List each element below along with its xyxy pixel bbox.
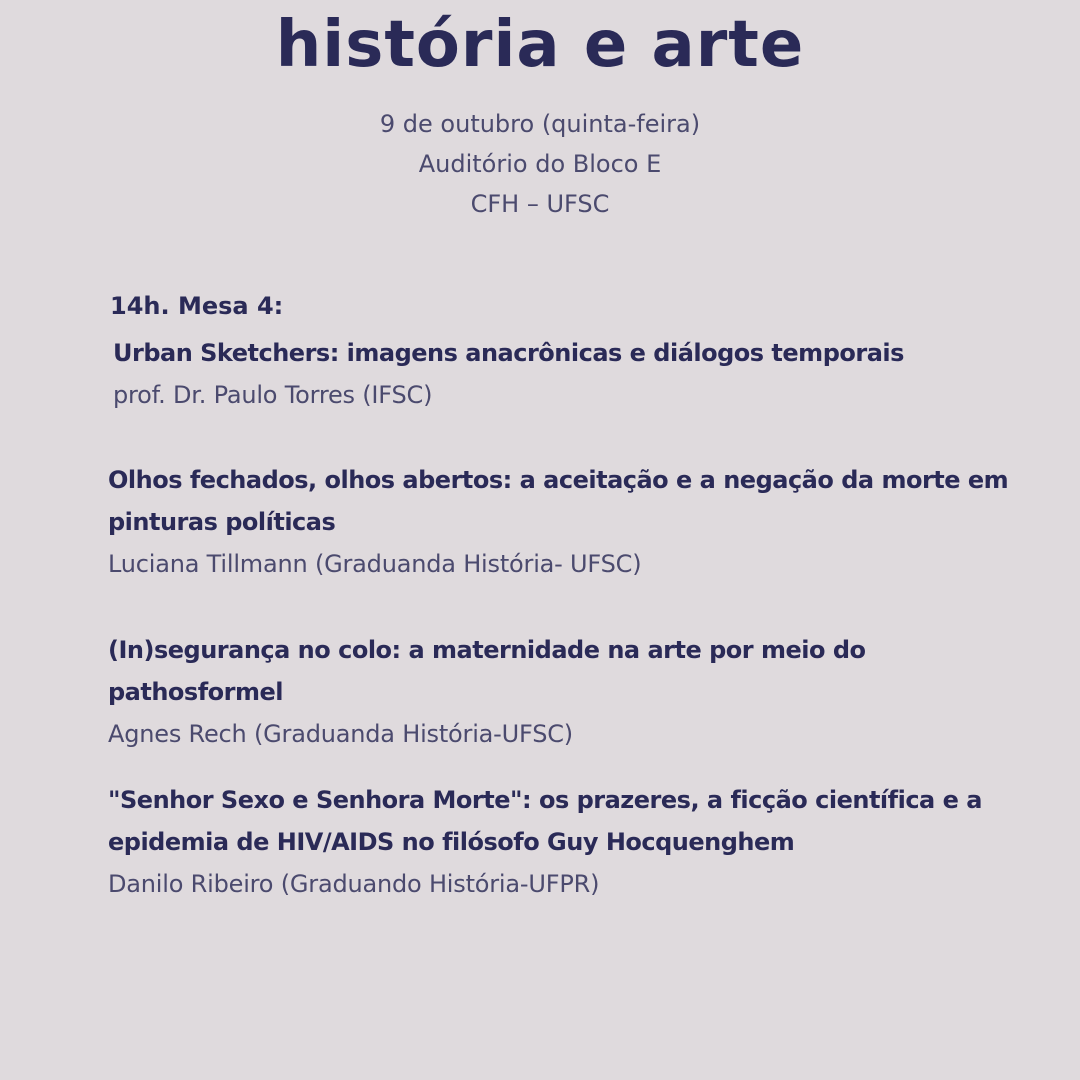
event-info: [0, 104, 1080, 224]
talk-title: "Senhor Sexo e Senhora Morte": os prazeres, a ficção científica e a epidemia de HIV/AIDS no filósofo Guy Hocquenghem: [108, 786, 982, 856]
talk-speaker: Agnes Rech (Graduanda História-UFSC): [108, 720, 573, 748]
talk-item: [113, 332, 1033, 416]
session-header: 14h. Mesa 4:: [110, 292, 284, 320]
talk-item: [108, 459, 1028, 585]
event-date: 9 de outubro (quinta-feira): [379, 110, 701, 138]
talk-title: Urban Sketchers: imagens anacrônicas e diálogos temporais: [113, 339, 904, 367]
talk-title: Olhos fechados, olhos abertos: a aceitação e a negação da morte em pinturas políticas: [108, 466, 1009, 536]
talk-title: (In)segurança no colo: a maternidade na arte por meio do pathosformel: [108, 636, 866, 706]
event-venue: Auditório do Bloco E: [418, 150, 662, 178]
talk-item: [108, 629, 1028, 755]
talk-speaker: Danilo Ribeiro (Graduando História-UFPR): [108, 870, 600, 898]
page-title: história e arte: [275, 8, 805, 82]
talk-speaker: Luciana Tillmann (Graduanda História- UFSC): [108, 550, 642, 578]
talk-speaker: prof. Dr. Paulo Torres (IFSC): [113, 381, 433, 409]
event-institution: CFH – UFSC: [470, 190, 610, 218]
talk-item: [108, 779, 1028, 905]
